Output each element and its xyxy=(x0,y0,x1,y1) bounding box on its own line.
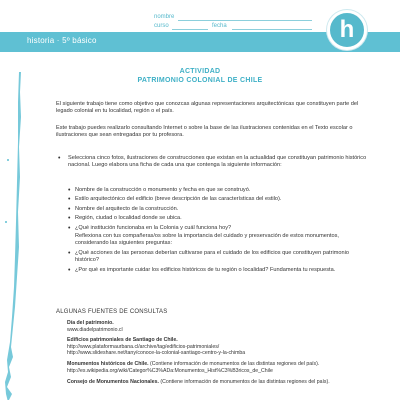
chile-map-icon xyxy=(4,72,26,400)
source-link[interactable]: http://es.wikipedia.org/wiki/Categor%C3%ADa:Monumentos_Hist%C3%B3ricos_de_Chile xyxy=(67,367,273,374)
date-label: fecha xyxy=(212,23,227,29)
intro-paragraph-2: Este trabajo puedes realizarlo consultando Internet o sobre la base de las ilustraciones contenidas en el Texto escolar o ilustraciones que sean entregadas por tu profesora. xyxy=(56,125,353,139)
list-item: • ¿Qué acciones de las personas deberían cultivarse para el cuidado de los edificios que constituyen patrimonio histórico? xyxy=(68,249,349,264)
instruction-block xyxy=(58,155,372,170)
source-entry: Consejo de Monumentos Nacionales. (Contiene información de monumentos de las distintas regiones del país). xyxy=(67,379,330,385)
name-line xyxy=(178,20,312,21)
list-item: • Región, ciudad o localidad donde se ubica. xyxy=(68,215,182,223)
list-item: • ¿Por qué es importante cuidar los edificios históricos de tu región o localidad? Fundamenta tu respuesta. xyxy=(68,266,336,274)
subject-band-text: historia · 5º básico xyxy=(27,36,97,45)
list-item: • Nombre del arquitecto de la construcción. xyxy=(68,205,179,213)
activity-title: ACTIVIDAD xyxy=(179,68,221,75)
bullet-icon: • xyxy=(68,249,71,257)
bullet-icon: • xyxy=(68,205,71,213)
date-line xyxy=(232,29,312,30)
activity-subtitle: PATRIMONIO COLONIAL DE CHILE xyxy=(137,77,263,84)
list-item: • Estilo arquitectónico del edificio (breve descripción de las características del estilo). xyxy=(68,196,282,204)
course-line xyxy=(172,29,208,30)
sources-title: ALGUNAS FUENTES DE CONSULTAS xyxy=(56,309,168,315)
instruction-text: Selecciona cinco fotos, ilustraciones de construcciones que existan en la actualidad que constituyan patrimonio histórico nacional. Luego elabora una ficha de cada una que contenga la siguiente información: xyxy=(68,155,367,169)
list-item: • ¿Qué institución funcionaba en la Colonia y cuál funciona hoy? xyxy=(68,224,232,232)
source-entry: Edificios patrimoniales de Santiago de Chile. http://www.plataformaurbana.cl/archive/tag/edificios-patrimoniales/ http://www.slideshare.net/tany/conoce-la-colonial-santiago-centro-y-la-chimba xyxy=(67,337,372,357)
source-link[interactable]: www.diadelpatrimonio.cl xyxy=(67,326,123,333)
worksheet-header xyxy=(0,0,400,62)
intro-paragraph-1: El siguiente trabajo tiene como objetivo que conozcas algunas representaciones arquitectónicas que constituyen parte del legado colonial en tu localidad, región o el país. xyxy=(56,101,359,115)
reflection-text: Reflexiona con tus compañeras/os sobre la importancia del cuidado y preservación de estos monumentos, considerando las siguientes preguntas: xyxy=(75,233,339,247)
information-list xyxy=(68,187,372,274)
bullet-icon: • xyxy=(68,196,71,204)
bullet-icon: • xyxy=(68,215,71,223)
list-item: • Nombre de la construcción o monumento y fecha en que se construyó. xyxy=(68,187,251,194)
bullet-icon: • xyxy=(58,155,61,162)
name-label: nombre xyxy=(154,14,175,20)
history-logo: h xyxy=(327,10,367,50)
source-link[interactable]: http://www.plataformaurbana.cl/archive/tag/edificios-patrimoniales/ xyxy=(67,343,220,350)
bullet-icon: • xyxy=(68,266,71,274)
bullet-icon: • xyxy=(68,187,71,194)
source-entry: Monumentos históricos de Chile. (Contiene información de monumentos de las distintas regiones del país). http://es.wikipedia.org/wiki/Categor%C3%ADa:Monumentos_Hist%C3%B3ricos_de_Chile xyxy=(67,361,372,374)
source-link[interactable]: http://www.slideshare.net/tany/conoce-la-colonial-santiago-centro-y-la-chimba xyxy=(67,350,246,357)
source-entry: Día del patrimonio. www.diadelpatrimonio.cl xyxy=(67,320,372,333)
course-label: curso xyxy=(154,23,169,29)
bullet-icon: • xyxy=(68,224,71,232)
